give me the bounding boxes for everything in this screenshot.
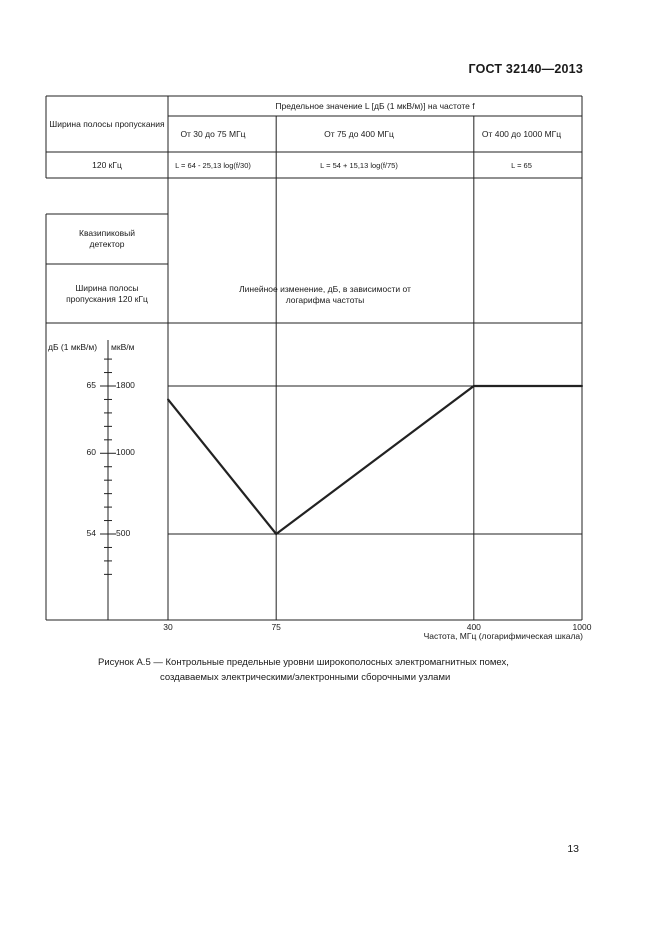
- side-bandwidth-label: Ширина полосы пропускания 120 кГц: [66, 282, 148, 304]
- curve-point-1000: [581, 385, 583, 387]
- curve-point-30: [167, 398, 169, 400]
- y-tick-label-uv-1000: 1000: [116, 447, 135, 458]
- y-tick-label-uv-1800: 1800: [116, 380, 135, 390]
- y-tick-label-db-60: 60: [86, 447, 96, 458]
- curve-point-75: [275, 533, 277, 535]
- x-axis-label: Частота, МГц (логарифмическая шкала): [423, 631, 583, 641]
- bandwidth-value: 120 кГц: [92, 159, 122, 170]
- x-tick-label-30: 30: [163, 622, 173, 632]
- limit-curve-0: [168, 386, 582, 534]
- caption-line-1: Рисунок А.5 — Контрольные предельные уровни широкополосных электромагнитных помех,: [98, 657, 509, 668]
- limit-header: Предельное значение L [дБ (1 мкВ/м)] на частоте f: [275, 100, 475, 111]
- linear-annotation: Линейное изменение, дБ, в зависимости от логарифма частоты: [239, 284, 411, 305]
- x-tick-label-400: 400: [466, 622, 481, 632]
- y-tick-label-db-54: 54: [86, 528, 96, 538]
- page-number: 13: [567, 843, 579, 855]
- detector-label: Квазипиковый детектор: [79, 228, 135, 249]
- curve-point-400: [473, 385, 475, 387]
- y-tick-label-db-65: 65: [86, 380, 96, 390]
- standard-header: ГОСТ 32140—2013: [468, 62, 583, 76]
- range-400-1000: От 400 до 1000 МГц: [481, 128, 562, 139]
- y-tick-label-uv-500: 500: [116, 528, 131, 538]
- range-75-400: От 75 до 400 МГц: [324, 128, 394, 139]
- axis-uv-label: мкВ/м: [111, 342, 135, 352]
- formula-2: L = 54 + 15,13 log(f/75): [320, 160, 398, 170]
- x-tick-label-75: 75: [271, 622, 281, 632]
- caption-line-2: создаваемых электрическими/электронными сборочными узлами: [160, 672, 451, 683]
- formula-1: L = 64 - 25,13 log(f/30): [175, 160, 251, 170]
- range-30-75: От 30 до 75 МГц: [180, 128, 246, 139]
- formula-3: L = 65: [511, 160, 532, 170]
- axis-db-label: дБ (1 мкВ/м): [48, 342, 98, 352]
- bandwidth-col-header: Ширина полосы пропускания: [49, 118, 165, 129]
- x-tick-label-1000: 1000: [572, 622, 592, 632]
